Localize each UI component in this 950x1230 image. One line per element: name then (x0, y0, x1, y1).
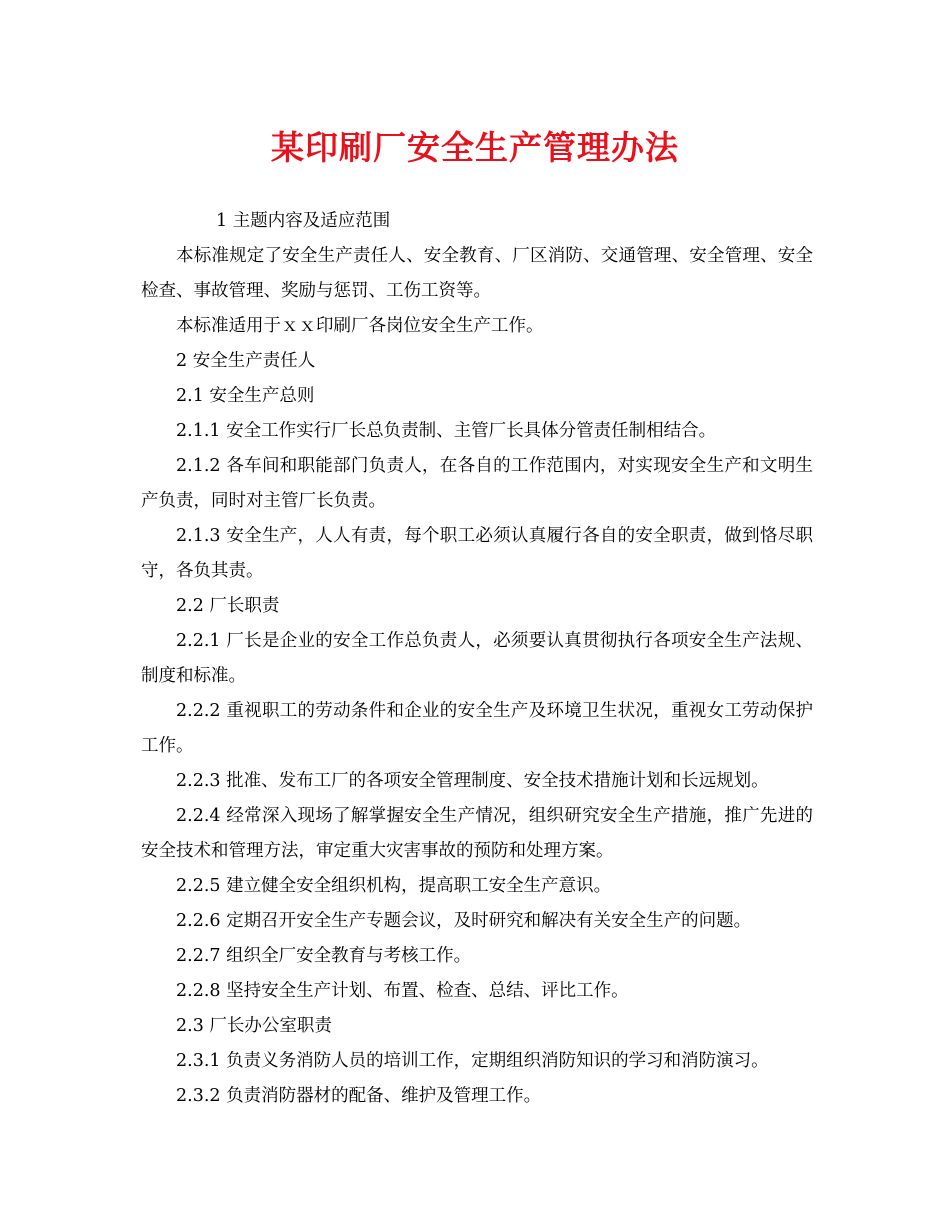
paragraph: 2.2.8 坚持安全生产计划、布置、检查、总结、评比工作。 (176, 981, 629, 1001)
paragraph: 本标准规定了安全生产责任人、安全教育、厂区消防、交通管理、安全管理、安全检查、事故管理、奖励与惩罚、工伤工资等。 (141, 246, 813, 301)
paragraph: 2.2.1 厂长是企业的安全工作总负责人，必须要认真贯彻执行各项安全生产法规、制度和标准。 (141, 631, 813, 686)
paragraph: 2.3.2 负责消防器材的配备、维护及管理工作。 (176, 1086, 542, 1106)
paragraph: 2.2.6 定期召开安全生产专题会议，及时研究和解决有关安全生产的问题。 (176, 911, 752, 931)
paragraph: 2.2.3 批准、发布工厂的各项安全管理制度、安全技术措施计划和长远规划。 (176, 771, 769, 791)
paragraph: 2.1.2 各车间和职能部门负责人，在各自的工作范围内，对实现安全生产和文明生产负责，同时对主管厂长负责。 (141, 456, 813, 511)
paragraph: 2.2.4 经常深入现场了解掌握安全生产情况，组织研究安全生产措施，推广先进的安全技术和管理方法，审定重大灾害事故的预防和处理方案。 (141, 806, 813, 861)
subsection-heading: 2.2 厂长职责 (176, 596, 280, 616)
paragraph: 2.3.1 负责义务消防人员的培训工作，定期组织消防知识的学习和消防演习。 (176, 1051, 769, 1071)
subsection-heading: 2.1 安全生产总则 (176, 386, 315, 406)
paragraph: 2.2.2 重视职工的劳动条件和企业的安全生产及环境卫生状况，重视女工劳动保护工作。 (141, 701, 813, 756)
paragraph: 本标准适用于ｘｘ印刷厂各岗位安全生产工作。 (176, 316, 544, 336)
paragraph: 2.1.3 安全生产，人人有责，每个职工必须认真履行各自的安全职责，做到恪尽职守，各负其责。 (141, 526, 813, 581)
paragraph: 2.1.1 安全工作实行厂长总负责制、主管厂长具体分管责任制相结合。 (176, 421, 717, 441)
section-heading: 2 安全生产责任人 (176, 351, 316, 371)
document-body (141, 204, 813, 1114)
subsection-heading: 2.3 厂长办公室职责 (176, 1016, 332, 1036)
section-heading: 1 主题内容及适应范围 (216, 211, 391, 231)
paragraph: 2.2.5 建立健全安全组织机构，提高职工安全生产意识。 (176, 876, 612, 896)
paragraph: 2.2.7 组织全厂安全教育与考核工作。 (176, 946, 472, 966)
document-title: 某印刷厂安全生产管理办法 (271, 128, 679, 167)
